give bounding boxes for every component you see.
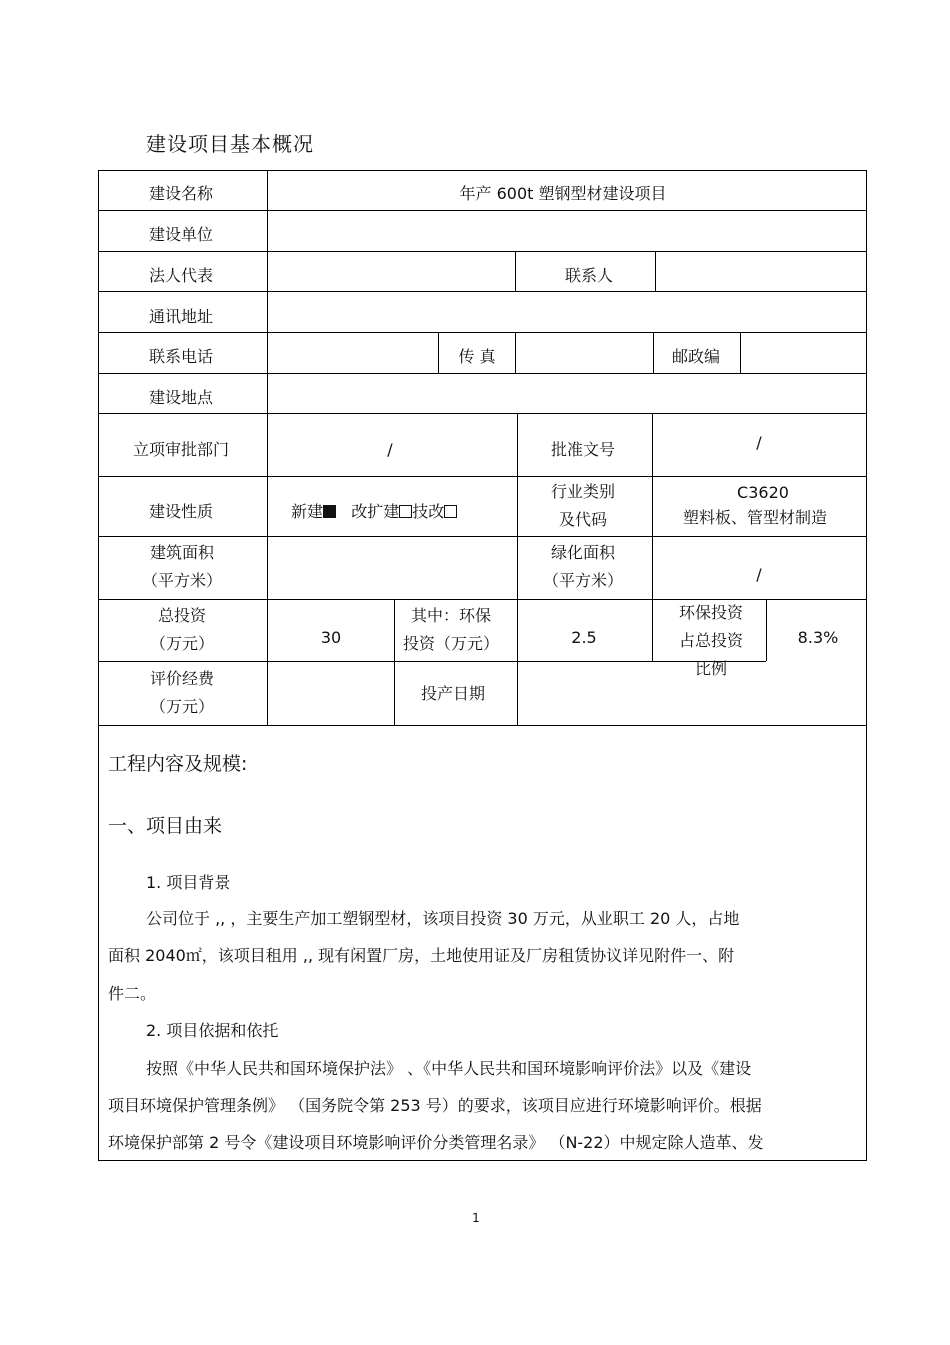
page-title: 建设项目基本概况 (146, 132, 314, 156)
table-rule (98, 599, 867, 600)
section-heading-origin: 一、项目由来 (108, 815, 223, 837)
paragraph-line: 面积 2040㎡，该项目租用 ,, 现有闲置厂房，土地使用证及厂房租赁协议详见附件一、附 (108, 946, 735, 965)
env-ratio-value: 8.3% (797, 628, 839, 647)
checked-checkbox-icon (323, 505, 336, 518)
table-rule (267, 170, 268, 725)
floor-area-label: 建筑面积 （平方米） (141, 543, 223, 590)
nature-option-new: 新建 (291, 502, 324, 521)
industry-label: 行业类别 及代码 (550, 482, 616, 529)
table-rule (98, 725, 867, 726)
env-invest-label: 其中：环保 投资（万元） (402, 606, 500, 653)
approval-no-label: 批准文号 (550, 440, 616, 459)
total-invest-label: 总投资 （万元） (149, 606, 215, 653)
approval-no-value: / (756, 433, 762, 452)
industry-code: C3620 (737, 483, 789, 502)
green-area-value: / (756, 565, 762, 584)
subheading-basis: 2. 项目依据和依托 (146, 1021, 279, 1040)
subheading-background: 1. 项目背景 (146, 873, 231, 892)
address-label: 通讯地址 (148, 307, 214, 326)
location-label: 建设地点 (148, 388, 214, 407)
table-rule (98, 536, 867, 537)
table-rule (98, 373, 867, 374)
table-rule (740, 332, 741, 373)
table-rule (652, 413, 653, 661)
nature-option-tech: 技改 (412, 502, 445, 521)
eval-fee-label: 评价经费 （万元） (149, 669, 215, 716)
table-rule (653, 332, 654, 373)
table-rule (515, 332, 516, 373)
green-area-label: 绿化面积 （平方米） (542, 543, 624, 590)
content-heading: 工程内容及规模: (108, 753, 248, 775)
project-name-value: 年产 600t 塑钢型材建设项目 (459, 184, 667, 203)
env-ratio-label: 环保投资 占总投资 比例 (678, 603, 744, 678)
production-date-label: 投产日期 (420, 684, 486, 703)
industry-desc: 塑料板、管型材制造 (682, 508, 828, 527)
page-number: 1 (472, 1211, 480, 1225)
table-rule (98, 210, 867, 211)
legal-rep-label: 法人代表 (148, 266, 214, 285)
paragraph-line: 公司位于 ,, ，主要生产加工塑钢型材，该项目投资 30 万元，从业职工 20 人，占地 (146, 909, 740, 928)
nature-option-expand: 改扩建 (351, 502, 400, 521)
fax-label: 传 真 (458, 347, 496, 366)
unit-label: 建设单位 (148, 225, 214, 244)
table-rule (655, 251, 656, 291)
paragraph-line: 件二。 (108, 984, 157, 1003)
table-rule (98, 413, 867, 414)
table-rule (766, 599, 767, 661)
table-rule (438, 332, 439, 373)
paragraph-line: 按照《中华人民共和国环境保护法》 、《中华人民共和国环境影响评价法》以及《建设 (146, 1059, 752, 1078)
table-rule (515, 251, 516, 291)
approval-dept-value: / (387, 440, 393, 459)
table-rule (394, 599, 395, 725)
project-name-label: 建设名称 (148, 184, 214, 203)
table-rule (98, 476, 867, 477)
unchecked-checkbox-icon (444, 505, 457, 518)
table-rule (98, 251, 867, 252)
table-rule (98, 291, 867, 292)
phone-label: 联系电话 (148, 347, 214, 366)
postcode-label: 邮政编 (671, 347, 721, 366)
table-rule (98, 332, 867, 333)
nature-label: 建设性质 (148, 502, 214, 521)
paragraph-line: 环境保护部第 2 号令《建设项目环境影响评价分类管理名录》 （N-22）中规定除人造革、发 (108, 1133, 764, 1152)
unchecked-checkbox-icon (399, 505, 412, 518)
paragraph-line: 项目环境保护管理条例》 （国务院令第 253 号）的要求，该项目应进行环境影响评价。根据 (108, 1096, 762, 1115)
contact-label: 联系人 (564, 266, 614, 285)
approval-dept-label: 立项审批部门 (132, 440, 230, 459)
env-invest-value: 2.5 (571, 628, 597, 647)
nature-options (291, 502, 457, 522)
table-rule (98, 661, 766, 662)
total-invest-value: 30 (320, 628, 342, 647)
table-rule (517, 413, 518, 725)
